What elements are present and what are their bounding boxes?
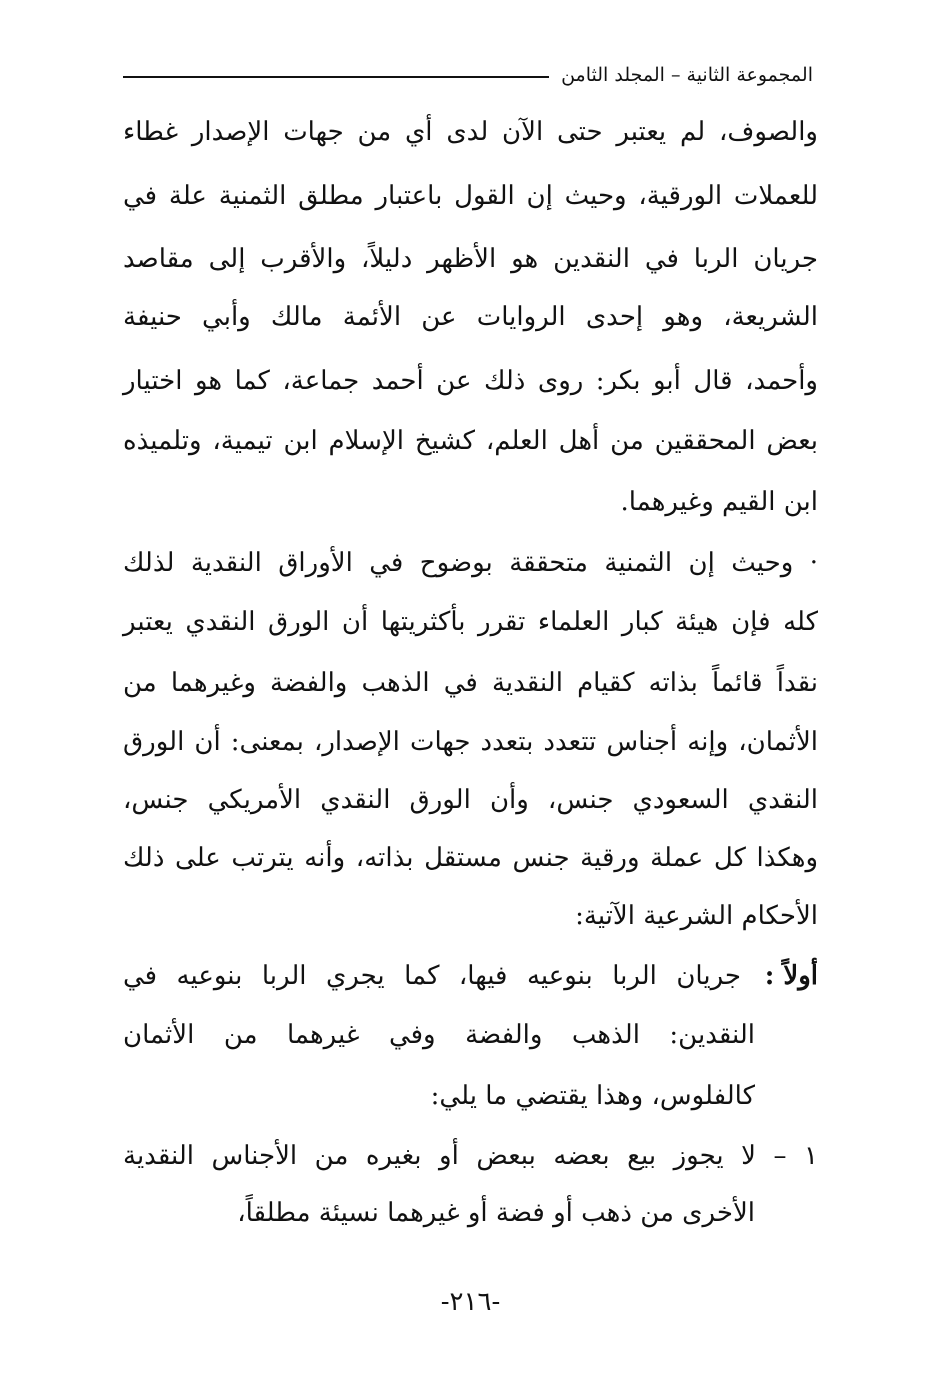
first-ruling-line-2: النقدين: الذهب والفضة وفي غيرهما من الأثمان <box>123 1020 755 1050</box>
paragraph-1-line-7: ابن القيم وغيرهما. <box>620 487 818 517</box>
paragraph-1-line-3: جريان الربا في النقدين هو الأظهر دليلاً، والأقرب إلى مقاصد <box>123 244 818 274</box>
paragraph-2-line-4: الأثمان، وإنه أجناس تتعدد بتعدد جهات الإصدار، بمعنى: أن الورق <box>123 727 818 757</box>
item-1-line-1: ١ – لا يجوز بيع بعضه ببعض أو بغيره من الأجناس النقدية <box>123 1141 818 1171</box>
paragraph-1-line-6: بعض المحققين من أهل العلم، كشيخ الإسلام ابن تيمية، وتلميذه <box>123 426 818 456</box>
paragraph-1-line-1: والصوف، لم يعتبر حتى الآن لدى أي من جهات الإصدار غطاء <box>123 117 818 147</box>
paragraph-2-line-5: النقدي السعودي جنس، وأن الورق النقدي الأمريكي جنس، <box>123 785 818 815</box>
paragraph-2-line-3: نقداً قائماً بذاته كقيام النقدية في الذهب والفضة وغيرهما من <box>123 668 818 698</box>
header-rule <box>123 76 549 78</box>
running-header <box>123 58 813 92</box>
header-title: المجموعة الثانية – المجلد الثامن <box>561 64 813 86</box>
paragraph-2-line-1: · وحيث إن الثمنية متحققة بوضوح في الأوراق النقدية لذلك <box>123 548 818 578</box>
paragraph-2-line-2: كله فإن هيئة كبار العلماء تقرر بأكثريتها أن الورق النقدي يعتبر <box>123 607 818 637</box>
first-ruling-label <box>748 956 818 996</box>
paragraph-1-line-5: وأحمد، قال أبو بكر: روى ذلك عن أحمد جماعة، كما هو اختيار <box>123 366 818 396</box>
item-1-line-2: الأخرى من ذهب أو فضة أو غيرهما نسيئة مطلقاً، <box>237 1198 755 1228</box>
first-ruling-line-1: جريان الربا بنوعيه فيها، كما يجري الربا بنوعيه في <box>123 961 741 991</box>
paragraph-1-line-2: للعملات الورقية، وحيث إن القول باعتبار مطلق الثمنية علة في <box>123 181 818 211</box>
paragraph-2-line-7: الأحكام الشرعية الآتية: <box>575 901 818 931</box>
first-ruling-line-3: كالفلوس، وهذا يقتضي ما يلي: <box>430 1081 755 1111</box>
first-ruling-lead: أولاً : <box>764 961 818 991</box>
page-number: -٢١٦- <box>440 1287 501 1317</box>
paragraph-2-line-6: وهكذا كل عملة ورقية جنس مستقل بذاته، وأنه يترتب على ذلك <box>123 843 818 873</box>
paragraph-1-line-4: الشريعة، وهو إحدى الروايات عن الأئمة مالك وأبي حنيفة <box>123 302 818 332</box>
